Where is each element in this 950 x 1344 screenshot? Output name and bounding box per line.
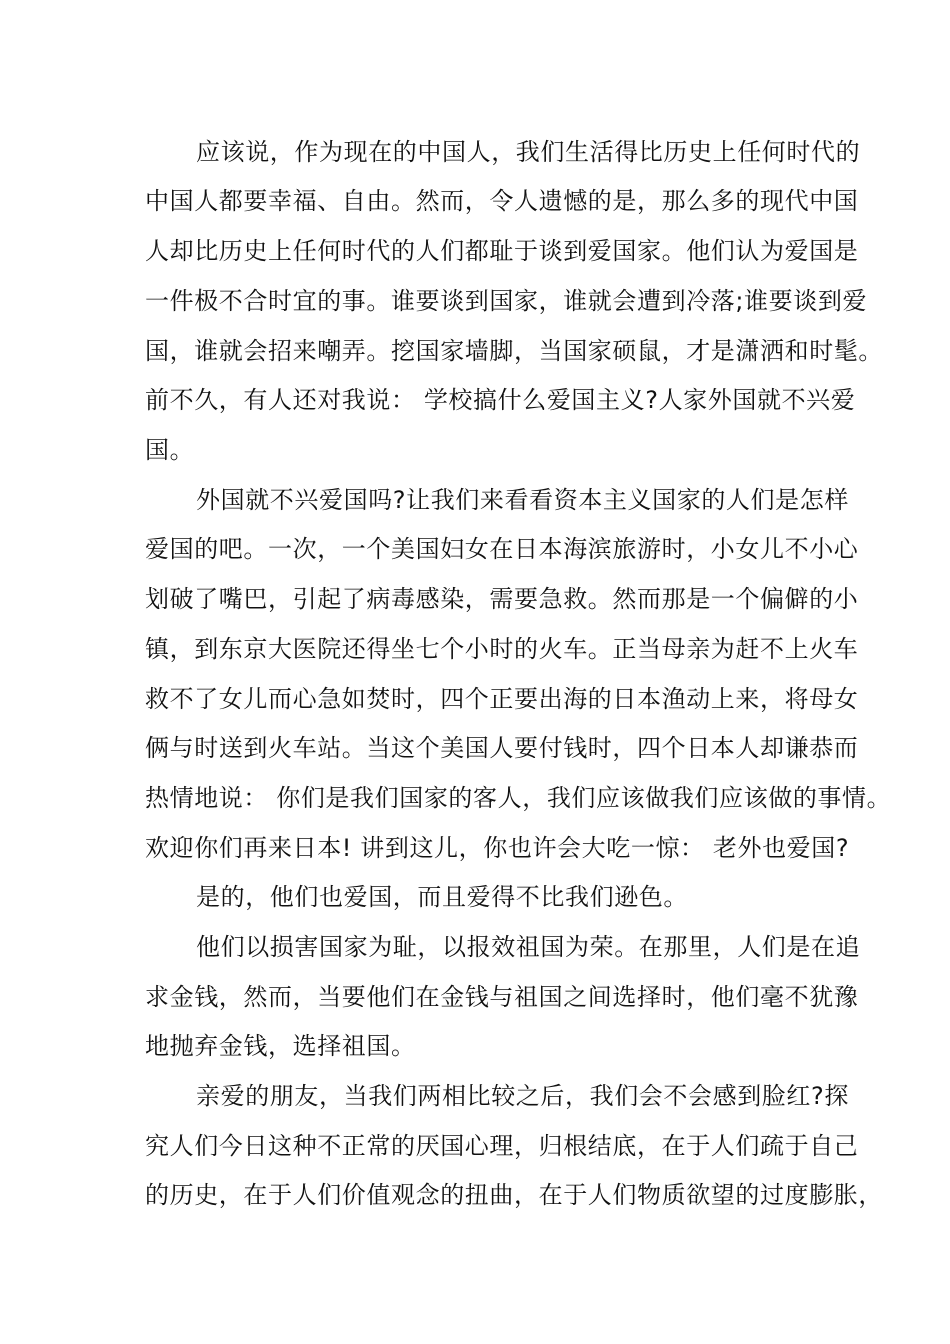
text-line: 国。	[145, 436, 195, 464]
text-line: 俩与时送到火车站。当这个美国人要付钱时，四个日本人却谦恭而	[145, 734, 859, 762]
text-line: 欢迎你们再来日本! 讲到这儿，你也许会大吃一惊： 老外也爱国?	[145, 834, 850, 862]
text-line: 他们以损害国家为耻，以报效祖国为荣。在那里，人们是在追	[196, 933, 861, 961]
text-line: 应该说，作为现在的中国人，我们生活得比历史上任何时代的	[196, 138, 861, 166]
text-line: 一件极不合时宜的事。谁要谈到国家，谁就会遭到冷落;谁要谈到爱	[145, 287, 868, 315]
text-line: 的历史，在于人们价值观念的扭曲，在于人们物质欲望的过度膨胀，	[145, 1181, 883, 1209]
text-line: 人却比历史上任何时代的人们都耻于谈到爱国家。他们认为爱国是	[145, 237, 859, 265]
text-line: 亲爱的朋友，当我们两相比较之后，我们会不会感到脸红?探	[196, 1082, 849, 1110]
text-line: 究人们今日这种不正常的厌国心理，归根结底，在于人们疏于自己	[145, 1132, 859, 1160]
text-line: 外国就不兴爱国吗?让我们来看看资本主义国家的人们是怎样	[196, 486, 849, 514]
text-line: 划破了嘴巴，引起了病毒感染，需要急救。然而那是一个偏僻的小	[145, 585, 859, 613]
text-line: 地抛弃金钱，选择祖国。	[145, 1032, 416, 1060]
text-line: 是的，他们也爱国，而且爱得不比我们逊色。	[196, 883, 688, 911]
text-line: 救不了女儿而心急如焚时，四个正要出海的日本渔动上来，将母女	[145, 685, 859, 713]
text-line: 热情地说： 你们是我们国家的客人，我们应该做我们应该做的事情。	[145, 784, 892, 812]
text-line: 国，谁就会招来嘲弄。挖国家墙脚，当国家硕鼠，才是潇洒和时髦。	[145, 337, 883, 365]
text-line: 前不久，有人还对我说： 学校搞什么爱国主义?人家外国就不兴爱	[145, 386, 856, 414]
text-line: 镇，到东京大医院还得坐七个小时的火车。正当母亲为赶不上火车	[145, 635, 859, 663]
text-line: 爱国的吧。一次，一个美国妇女在日本海滨旅游时，小女儿不小心	[145, 535, 859, 563]
text-line: 求金钱，然而，当要他们在金钱与祖国之间选择时，他们毫不犹豫	[145, 983, 859, 1011]
text-line: 中国人都要幸福、自由。然而，令人遗憾的是，那么多的现代中国	[145, 187, 859, 215]
